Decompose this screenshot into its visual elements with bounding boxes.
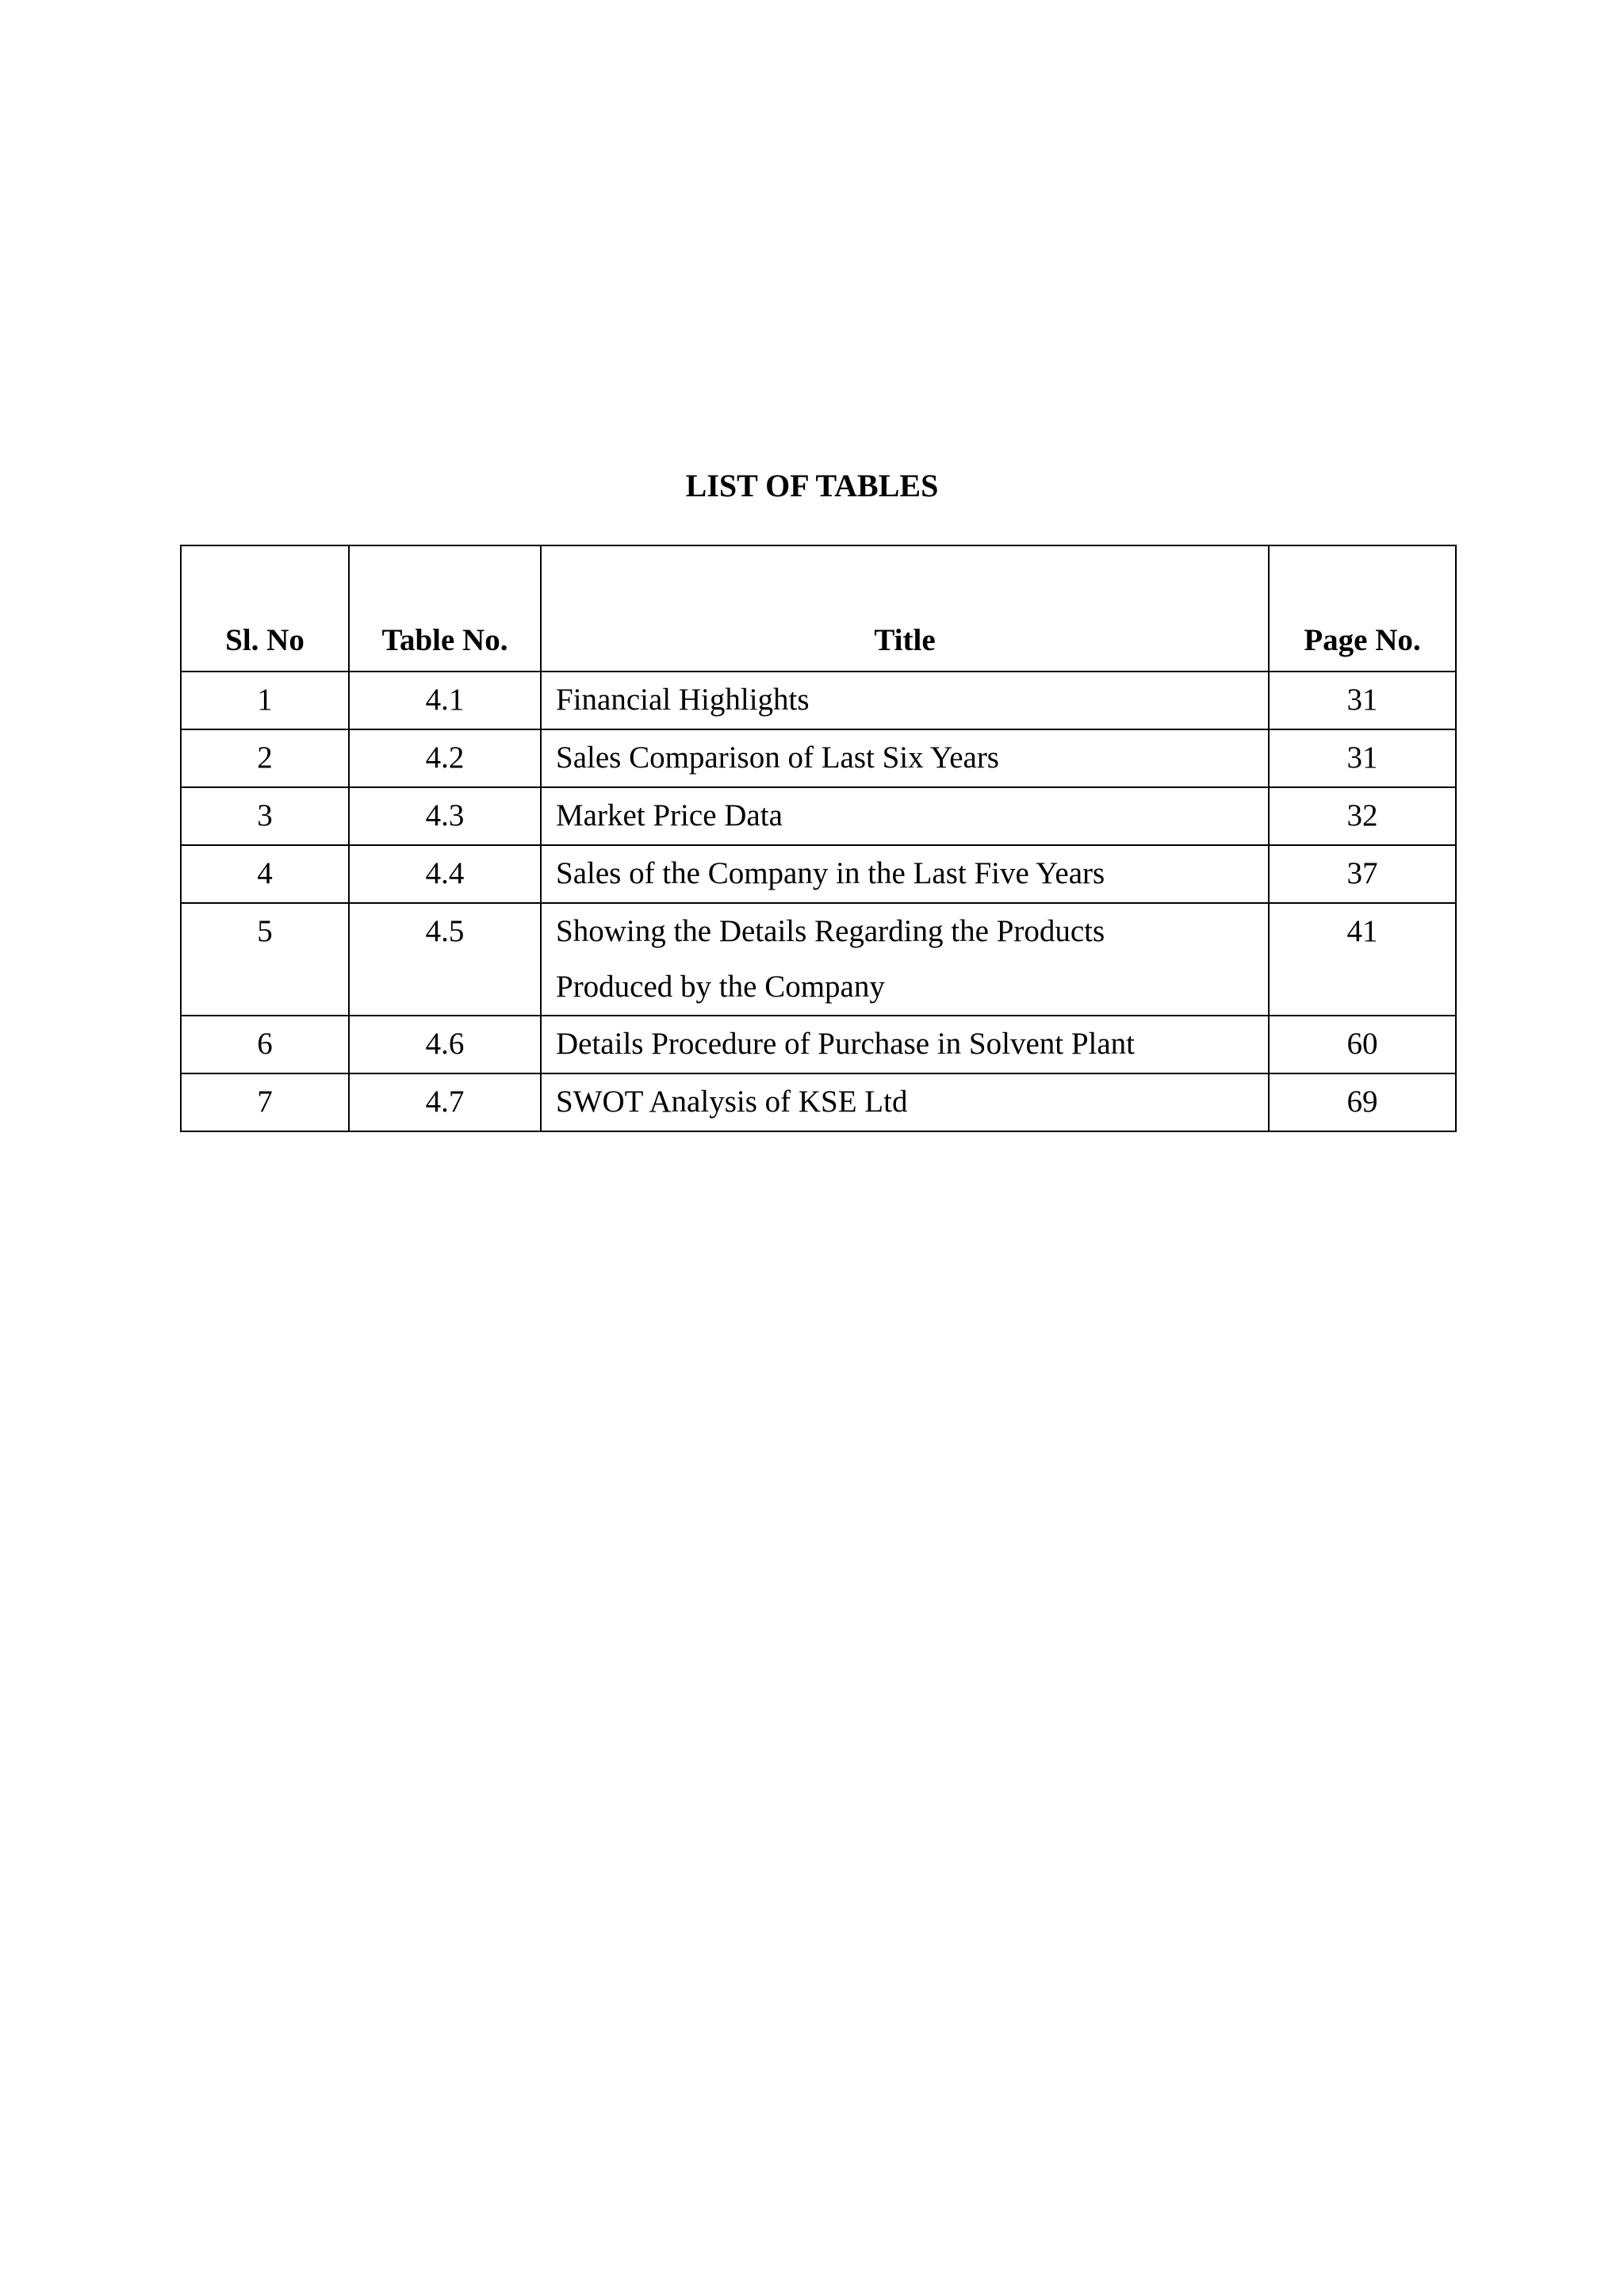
- header-title: Title: [541, 545, 1269, 672]
- page-no-cell: 32: [1269, 787, 1456, 845]
- page-no-cell: 31: [1269, 729, 1456, 787]
- sl-no-cell: 4: [181, 845, 349, 903]
- table-row: [181, 787, 1456, 845]
- table-row: [181, 1016, 1456, 1073]
- title-cell: SWOT Analysis of KSE Ltd: [541, 1073, 1269, 1131]
- table-row: [181, 903, 1456, 1016]
- sl-no-cell: 5: [181, 903, 349, 1016]
- table-no-cell: 4.5: [349, 903, 541, 1016]
- sl-no-cell: 2: [181, 729, 349, 787]
- table-no-cell: 4.6: [349, 1016, 541, 1073]
- title-cell: [541, 903, 1269, 1016]
- table-row: [181, 1073, 1456, 1131]
- sl-no-cell: 7: [181, 1073, 349, 1131]
- header-page-no: Page No.: [1269, 545, 1456, 672]
- table-no-cell: 4.2: [349, 729, 541, 787]
- title-line: Showing the Details Regarding the Products: [556, 914, 1105, 948]
- page-no-cell: 41: [1269, 903, 1456, 1016]
- sl-no-cell: 1: [181, 672, 349, 729]
- page-no-cell: 37: [1269, 845, 1456, 903]
- table-no-cell: 4.1: [349, 672, 541, 729]
- table-no-cell: 4.7: [349, 1073, 541, 1131]
- table-row: [181, 729, 1456, 787]
- page-no-cell: 60: [1269, 1016, 1456, 1073]
- list-of-tables: [180, 545, 1457, 1132]
- title-cell: Market Price Data: [541, 787, 1269, 845]
- table-header-row: [181, 545, 1456, 672]
- title-cell: Financial Highlights: [541, 672, 1269, 729]
- table-row: [181, 672, 1456, 729]
- page-title: LIST OF TABLES: [685, 468, 939, 503]
- title-cell: Details Procedure of Purchase in Solvent Plant: [541, 1016, 1269, 1073]
- sl-no-cell: 3: [181, 787, 349, 845]
- table-no-cell: 4.4: [349, 845, 541, 903]
- title-line: Produced by the Company: [556, 970, 885, 1004]
- page-no-cell: 31: [1269, 672, 1456, 729]
- header-table-no: Table No.: [349, 545, 541, 672]
- title-cell: Sales of the Company in the Last Five Years: [541, 845, 1269, 903]
- sl-no-cell: 6: [181, 1016, 349, 1073]
- header-sl-no: Sl. No: [181, 545, 349, 672]
- page-no-cell: 69: [1269, 1073, 1456, 1131]
- table-no-cell: 4.3: [349, 787, 541, 845]
- title-cell: Sales Comparison of Last Six Years: [541, 729, 1269, 787]
- table-row: [181, 845, 1456, 903]
